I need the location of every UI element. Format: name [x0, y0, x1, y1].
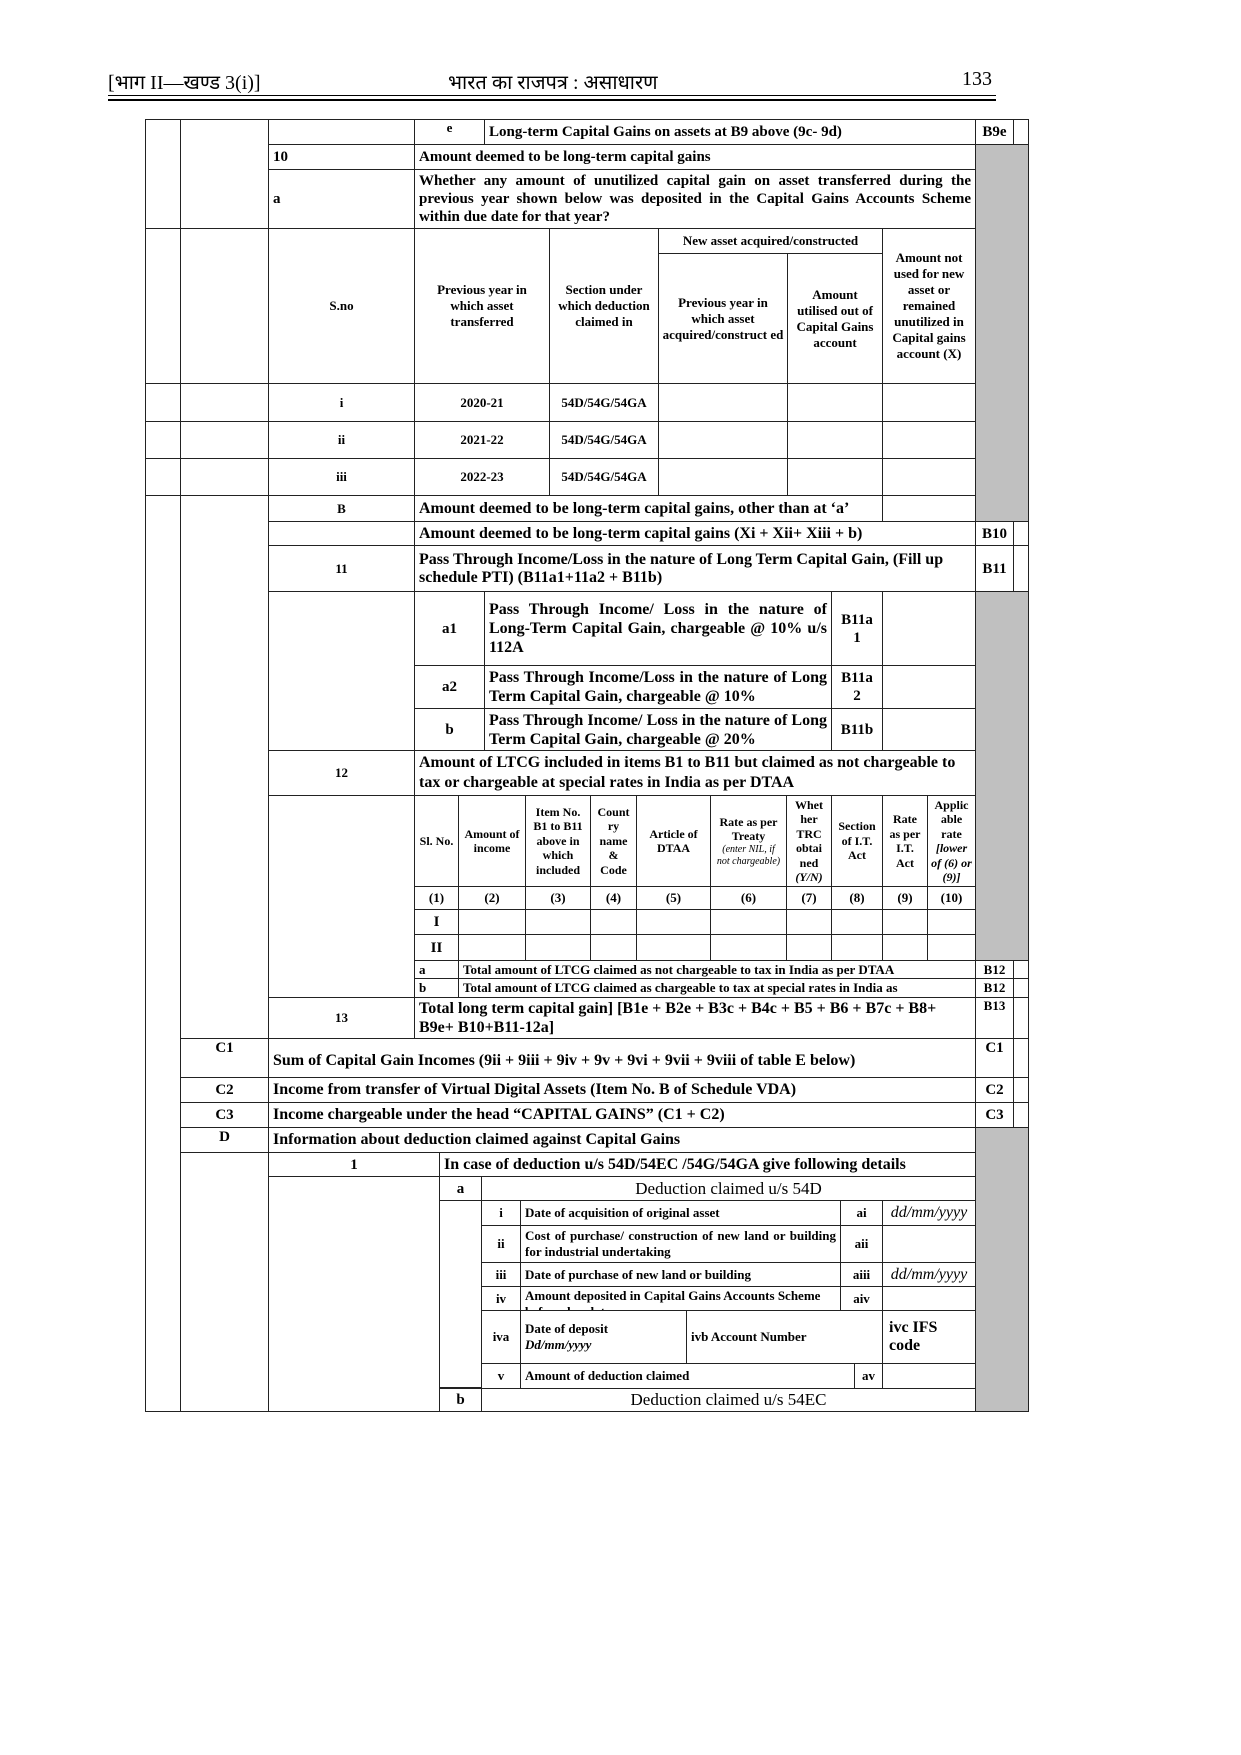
r12-colnum: (3) [525, 886, 591, 910]
r12-th-trc-note: (Y/N) [795, 870, 823, 884]
r11a1-code: B11a 1 [831, 591, 883, 666]
d1a-label: a [439, 1176, 482, 1201]
d1a-v-text: Amount of deduction claimed [520, 1363, 855, 1389]
d1a-i-label: i [481, 1200, 521, 1226]
d1a-ii-text: Cost of purchase/ construction of new land or building for industrial undertaking [520, 1225, 841, 1263]
r11b-code: B11b [831, 708, 883, 751]
d1-sub-blank [268, 1176, 440, 1412]
c3-text: Income chargeable under the head “CAPITAL GAINS” (C1 + C2) [268, 1102, 976, 1128]
r12-colnum: (10) [927, 886, 976, 910]
d-text: Information about deduction claimed against Capital Gains [268, 1127, 976, 1153]
d1a-indent-blank [439, 1200, 482, 1388]
r12-cell-input[interactable] [590, 909, 637, 935]
r10-text: Amount deemed to be long-term capital gains [414, 144, 976, 170]
r10b-num: B [268, 495, 415, 522]
d1a-ii-code: aii [840, 1225, 883, 1263]
r12-cell-input[interactable] [786, 909, 832, 935]
d1a-i-date-input[interactable]: dd/mm/yyyy [882, 1200, 976, 1226]
r11-sub-blank [268, 591, 415, 751]
r13-text: Total long term capital gain] [B1e + B2e + B3c + B4c + B5 + B6 + B7c + B8+ B9e+ B10+B11-12a] [414, 997, 976, 1039]
row-blank [180, 383, 269, 422]
r12-cell-input[interactable] [636, 934, 711, 961]
r11a2-text: Pass Through Income/Loss in the nature of Long Term Capital Gain, chargeable @ 10% [484, 665, 832, 709]
r10-th-section: Section under which deduction claimed in [549, 228, 659, 384]
gray-shade-col [975, 144, 1029, 522]
r10-table-blank-1 [145, 228, 181, 384]
r10-row-section: 54D/54G/54GA [549, 458, 659, 496]
r12-cell-input[interactable] [590, 934, 637, 961]
b10-text: Amount deemed to be long-term capital gains (Xi + Xii+ Xiii + b) [414, 521, 976, 546]
r12-cell-input[interactable] [831, 934, 883, 961]
d1a-v-code: av [854, 1363, 883, 1389]
r10-row-not-used-input[interactable] [882, 458, 976, 496]
d-left-blank [180, 1152, 269, 1412]
r12-cell-input[interactable] [882, 909, 928, 935]
r12-colnum: (4) [590, 886, 637, 910]
r10-row-not-used-input[interactable] [882, 383, 976, 422]
d1a-iv-label: iv [481, 1286, 521, 1311]
r12-th-section: Section of I.T. Act [831, 795, 883, 887]
d-num: D [180, 1127, 269, 1153]
d1a-iii-label: iii [481, 1262, 521, 1287]
d1a-iv-text: Amount deposited in Capital Gains Accounts Scheme [520, 1286, 841, 1311]
r11a2-code: B11a 2 [831, 665, 883, 709]
r10a-num: a [268, 169, 415, 229]
r12-table-blank [268, 795, 415, 998]
r12-colnum: (5) [636, 886, 711, 910]
r10-th-prev-year: Previous year in which asset transferred [414, 228, 550, 384]
r12-colnum: (2) [458, 886, 526, 910]
r12-cell-input[interactable] [710, 934, 787, 961]
r11-num: 11 [268, 545, 415, 592]
r10-row-year: 2020-21 [414, 383, 550, 422]
d1a-iv-code: aiv [840, 1286, 883, 1311]
r11b-label: b [414, 708, 485, 751]
r12-colnum: (7) [786, 886, 832, 910]
r12-th-rate-it: Rate as per I.T. Act [882, 795, 928, 887]
r12-row-label: II [414, 934, 459, 961]
r12-cell-input[interactable] [786, 934, 832, 961]
r12b-text: Total amount of LTCG claimed as chargeable to tax at special rates in India as [458, 978, 976, 998]
r12-cell-input[interactable] [458, 909, 526, 935]
b9e-blank-cell [268, 119, 415, 145]
r12-th-trc [786, 795, 832, 887]
r13-value[interactable] [1013, 997, 1029, 1039]
r12-th-rate-treaty [710, 795, 787, 887]
r12-th-country: Count ry name & Code [590, 795, 637, 887]
r12-th-rate-treaty-label: Rate as per Treaty [719, 814, 778, 843]
header-rule-thick [108, 99, 996, 101]
r10-row-acq-year-input[interactable] [658, 383, 788, 422]
r10-num: 10 [268, 144, 415, 170]
r12-th-rate-treaty-note: (enter NIL, if not chargeable) [716, 843, 781, 867]
c2-text: Income from transfer of Virtual Digital Assets (Item No. B of Schedule VDA) [268, 1077, 976, 1103]
r12-th-applicable [927, 795, 976, 887]
r10-row-sno: iii [268, 458, 415, 496]
r12-text: Amount of LTCG included in items B1 to B11 but claimed as not chargeable to tax or chargeable at special rates in India as per DTAA [414, 750, 976, 796]
d1a-iva-date-format: Dd/mm/yyyy [525, 1337, 592, 1352]
r12-th-slno: Sl. No. [414, 795, 459, 887]
r12-colnum: (9) [882, 886, 928, 910]
c2-value[interactable] [1013, 1077, 1029, 1103]
r11b-value[interactable] [882, 708, 976, 751]
r11b-text: Pass Through Income/ Loss in the nature of Long Term Capital Gain, chargeable @ 20% [484, 708, 832, 751]
b11-value[interactable] [1013, 545, 1029, 592]
c1-value[interactable] [1013, 1038, 1029, 1078]
r12-row-label: I [414, 909, 459, 935]
r11a2-label: a2 [414, 665, 485, 709]
d1a-ivc-ifs-cell[interactable]: ivc IFS code [882, 1310, 976, 1364]
r12-cell-input[interactable] [927, 909, 976, 935]
r10-row-acq-year-input[interactable] [658, 421, 788, 459]
d1b-label: b [439, 1388, 482, 1412]
r10-row-section: 54D/54G/54GA [549, 383, 659, 422]
d1a-ivb-account-cell[interactable]: ivb Account Number [686, 1310, 883, 1364]
r10-row-utilised-input[interactable] [787, 421, 883, 459]
r12a-text: Total amount of LTCG claimed as not chargeable to tax in India as per DTAA [458, 960, 976, 979]
c1-text: Sum of Capital Gain Incomes (9ii + 9iii + 9iv + 9v + 9vi + 9vii + 9viii of table E below) [268, 1038, 976, 1078]
r10-table-blank-2 [180, 228, 269, 384]
d1a-i-code: ai [840, 1200, 883, 1226]
d1a-v-label: v [481, 1363, 521, 1389]
r12-cell-input[interactable] [525, 934, 591, 961]
r11a1-label: a1 [414, 591, 485, 666]
r11a2-value[interactable] [882, 665, 976, 709]
r12-th-trc-label: Whet her TRC obtai ned [795, 797, 823, 870]
b9e-code: B9e [975, 119, 1014, 145]
r12b-value[interactable] [1013, 978, 1029, 998]
c3-value[interactable] [1013, 1102, 1029, 1128]
row-blank [145, 458, 181, 496]
d1a-ii-label: ii [481, 1225, 521, 1263]
d1-num: 1 [268, 1152, 440, 1177]
r12-th-article: Article of DTAA [636, 795, 711, 887]
r12-cell-input[interactable] [636, 909, 711, 935]
c1-num: C1 [180, 1038, 269, 1078]
b9e-label: e [414, 119, 485, 145]
r12-th-applicable-label: Applic able rate [934, 797, 969, 841]
r12-cell-input[interactable] [927, 934, 976, 961]
r12-cell-input[interactable] [831, 909, 883, 935]
header-gazette-title: भारत का राजपत्र : असाधारण [448, 72, 658, 94]
b10-code: B10 [975, 521, 1014, 546]
r10-th-new-asset: New asset acquired/constructed [658, 228, 883, 254]
d1a-iv-value-input[interactable] [882, 1286, 976, 1311]
r12-th-applicable-note: [lower of (6) or (9)] [931, 841, 972, 884]
r10-th-amount-not-used: Amount not used for new asset or remained unutilized in Capital gains account (X) [882, 228, 976, 384]
r12-cell-input[interactable] [525, 909, 591, 935]
r13-code: B13 [975, 997, 1014, 1039]
r12-num: 12 [268, 750, 415, 796]
r12a-label: a [414, 960, 459, 979]
c3-code: C3 [975, 1102, 1014, 1128]
r12b-code: B12 [975, 978, 1014, 998]
r12-colnum: (1) [414, 886, 459, 910]
header-part-label: [भाग II—खण्ड 3(i)] [108, 72, 261, 94]
d1-text: In case of deduction u/s 54D/54EC /54G/54GA give following details [439, 1152, 976, 1177]
r10-row-sno: ii [268, 421, 415, 459]
r12b-label: b [414, 978, 459, 998]
r10-row-utilised-input[interactable] [787, 383, 883, 422]
row-blank [180, 421, 269, 459]
b10-value[interactable] [1013, 521, 1029, 546]
d1a-iva-date-label: Date of deposit [525, 1321, 609, 1336]
d1a-ii-value-input[interactable] [882, 1225, 976, 1263]
d1a-v-value-input[interactable] [882, 1363, 976, 1389]
left-col-2-lower [180, 495, 269, 1039]
r12-cell-input[interactable] [710, 909, 787, 935]
c2-num: C2 [180, 1077, 269, 1103]
r10-row-sno: i [268, 383, 415, 422]
r10-row-year: 2022-23 [414, 458, 550, 496]
b11-code: B11 [975, 545, 1014, 592]
r10-row-section: 54D/54G/54GA [549, 421, 659, 459]
r12a-code: B12 [975, 960, 1014, 979]
d1a-iva-date-cell[interactable] [520, 1310, 687, 1364]
r13-num: 13 [268, 997, 415, 1039]
c2-code: C2 [975, 1077, 1014, 1103]
r10-th-amount-utilised: Amount utilised out of Capital Gains account [787, 253, 883, 384]
r12-colnum: (8) [831, 886, 883, 910]
r12-th-amount: Amount of income [458, 795, 526, 887]
d1a-iii-date-input[interactable]: dd/mm/yyyy [882, 1262, 976, 1287]
c3-num: C3 [180, 1102, 269, 1128]
b9e-value[interactable] [1013, 119, 1029, 145]
r10-th-prev-year-acquired: Previous year in which asset acquired/construct ed [658, 253, 788, 384]
r10-row-acq-year-input[interactable] [658, 458, 788, 496]
row-blank [145, 383, 181, 422]
row-blank [145, 421, 181, 459]
d1b-text: Deduction claimed u/s 54EC [481, 1388, 976, 1412]
d1a-i-text: Date of acquisition of original asset [520, 1200, 841, 1226]
d1a-iva-label: iva [481, 1310, 521, 1364]
d1a-iii-text: Date of purchase of new land or building [520, 1262, 841, 1287]
r12-cell-input[interactable] [458, 934, 526, 961]
b10-blank [268, 521, 415, 546]
page-number: 133 [962, 68, 992, 90]
r10-row-year: 2021-22 [414, 421, 550, 459]
d1a-iii-code: aiii [840, 1262, 883, 1287]
row-blank [180, 458, 269, 496]
r12-colnum: (6) [710, 886, 787, 910]
b9e-text: Long-term Capital Gains on assets at B9 above (9c- 9d) [484, 119, 976, 145]
r11a1-value[interactable] [882, 591, 976, 666]
r10-th-sno: S.no [268, 228, 415, 384]
r11-text: Pass Through Income/Loss in the nature of Long Term Capital Gain, (Fill up schedule PTI) (B11a1+11a2 + B11b) [414, 545, 976, 592]
r10-row-utilised-input[interactable] [787, 458, 883, 496]
gray-shade-r11 [975, 591, 1029, 998]
r12-cell-input[interactable] [882, 934, 928, 961]
r10b-text: Amount deemed to be long-term capital gains, other than at ‘a’ [414, 495, 883, 522]
c1-code: C1 [975, 1038, 1014, 1078]
d1a-text: Deduction claimed u/s 54D [481, 1176, 976, 1201]
r10a-text: Whether any amount of unutilized capital gain on asset transferred during the previous year shown below was deposited in the Capital Gains Accounts Scheme within due date for that year? [414, 169, 976, 229]
r10-row-not-used-input[interactable] [882, 421, 976, 459]
r10b-value[interactable] [882, 495, 976, 522]
r12a-value[interactable] [1013, 960, 1029, 979]
gray-shade-d [975, 1127, 1029, 1412]
r11a1-text: Pass Through Income/ Loss in the nature of Long-Term Capital Gain, chargeable @ 10% u/s 112A [484, 591, 832, 666]
header-rule [108, 95, 996, 96]
r12-th-item-no: Item No. B1 to B11 above in which included [525, 795, 591, 887]
